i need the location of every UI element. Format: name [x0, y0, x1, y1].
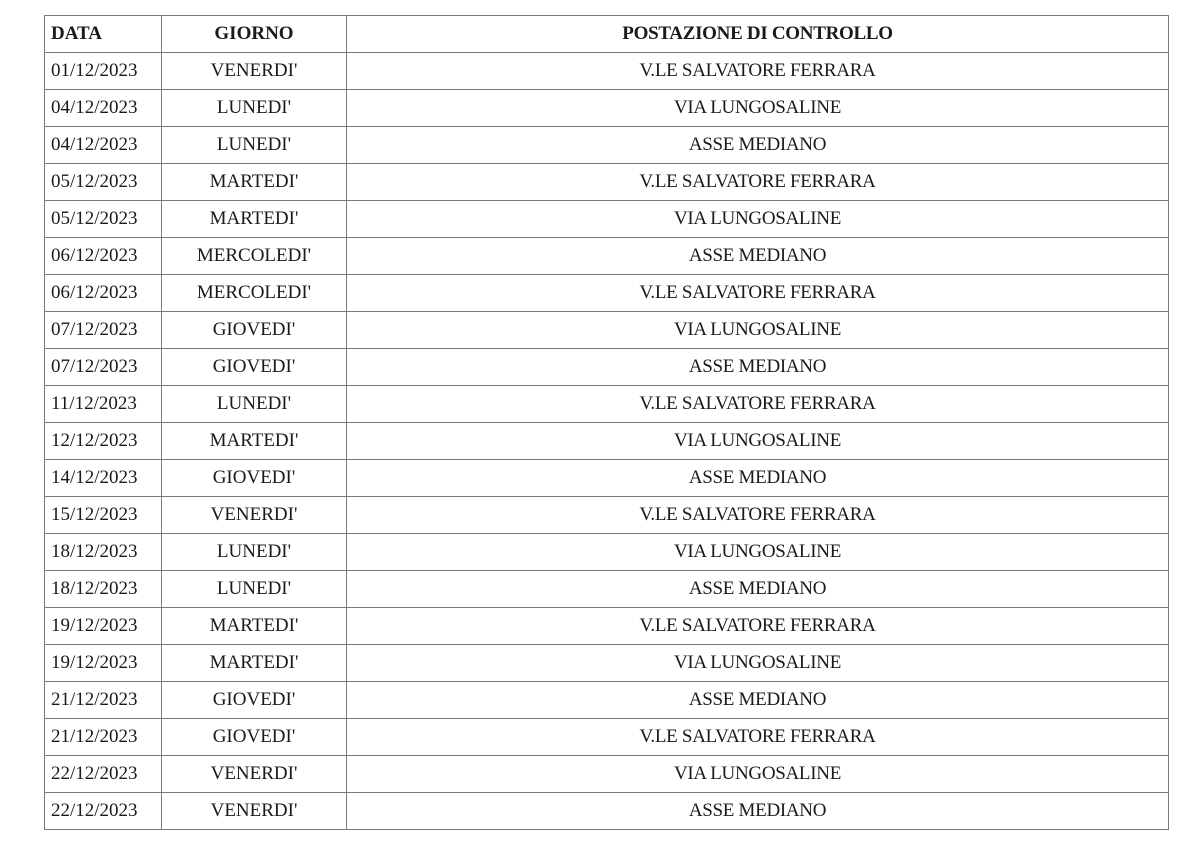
cell-postazione — [347, 571, 1169, 608]
cell-postazione — [347, 238, 1169, 275]
cell-postazione — [347, 127, 1169, 164]
cell-postazione — [347, 201, 1169, 238]
cell-postazione — [347, 275, 1169, 312]
cell-postazione — [347, 608, 1169, 645]
table-row — [45, 127, 1169, 164]
table-row — [45, 423, 1169, 460]
cell-giorno: LUNEDI' — [162, 571, 347, 608]
table-row — [45, 312, 1169, 349]
postazione-label: VIA LUNGOSALINE — [673, 208, 841, 229]
cell-data: 04/12/2023 — [45, 127, 162, 164]
cell-postazione — [347, 645, 1169, 682]
cell-postazione — [347, 793, 1169, 830]
cell-giorno: GIOVEDI' — [162, 460, 347, 497]
cell-data: 18/12/2023 — [45, 571, 162, 608]
table-row — [45, 386, 1169, 423]
cell-giorno: LUNEDI' — [162, 386, 347, 423]
cell-postazione — [347, 756, 1169, 793]
cell-data: 19/12/2023 — [45, 608, 162, 645]
postazione-label: ASSE MEDIANO — [688, 467, 827, 488]
cell-giorno: GIOVEDI' — [162, 682, 347, 719]
cell-postazione — [347, 349, 1169, 386]
postazione-label: V.LE SALVATORE FERRARA — [639, 171, 876, 192]
table-row — [45, 275, 1169, 312]
cell-data: 19/12/2023 — [45, 645, 162, 682]
cell-data: 05/12/2023 — [45, 201, 162, 238]
table-row — [45, 497, 1169, 534]
cell-data: 06/12/2023 — [45, 275, 162, 312]
table-row — [45, 645, 1169, 682]
table-row — [45, 53, 1169, 90]
cell-postazione — [347, 534, 1169, 571]
postazione-label: VIA LUNGOSALINE — [673, 97, 841, 118]
postazione-label: VIA LUNGOSALINE — [673, 541, 841, 562]
cell-giorno: VENERDI' — [162, 756, 347, 793]
cell-giorno: MARTEDI' — [162, 423, 347, 460]
postazione-label: ASSE MEDIANO — [688, 134, 827, 155]
postazione-label: VIA LUNGOSALINE — [673, 652, 841, 673]
cell-data: 01/12/2023 — [45, 53, 162, 90]
table-row — [45, 164, 1169, 201]
cell-data: 05/12/2023 — [45, 164, 162, 201]
table-row — [45, 719, 1169, 756]
cell-postazione — [347, 53, 1169, 90]
cell-giorno: VENERDI' — [162, 793, 347, 830]
postazione-label: VIA LUNGOSALINE — [673, 430, 841, 451]
cell-giorno: MARTEDI' — [162, 164, 347, 201]
postazione-label: V.LE SALVATORE FERRARA — [639, 504, 876, 525]
postazione-label: ASSE MEDIANO — [688, 578, 827, 599]
table-row — [45, 349, 1169, 386]
table-header — [45, 16, 1169, 53]
postazione-label: V.LE SALVATORE FERRARA — [639, 393, 876, 414]
table-row — [45, 460, 1169, 497]
cell-postazione — [347, 90, 1169, 127]
cell-giorno: GIOVEDI' — [162, 719, 347, 756]
cell-data: 15/12/2023 — [45, 497, 162, 534]
table-row — [45, 571, 1169, 608]
table-row — [45, 793, 1169, 830]
cell-data: 22/12/2023 — [45, 756, 162, 793]
postazione-label: ASSE MEDIANO — [688, 245, 827, 266]
cell-data: 06/12/2023 — [45, 238, 162, 275]
cell-data: 07/12/2023 — [45, 349, 162, 386]
table-row — [45, 201, 1169, 238]
header-postazione-label: POSTAZIONE DI CONTROLLO — [622, 23, 893, 44]
cell-postazione — [347, 682, 1169, 719]
cell-giorno: VENERDI' — [162, 53, 347, 90]
cell-postazione — [347, 460, 1169, 497]
postazione-label: ASSE MEDIANO — [688, 689, 827, 710]
cell-postazione — [347, 423, 1169, 460]
table-row — [45, 682, 1169, 719]
cell-giorno: LUNEDI' — [162, 127, 347, 164]
postazione-label: V.LE SALVATORE FERRARA — [639, 282, 876, 303]
cell-giorno: MERCOLEDI' — [162, 275, 347, 312]
table-row — [45, 756, 1169, 793]
cell-giorno: LUNEDI' — [162, 534, 347, 571]
cell-data: 21/12/2023 — [45, 719, 162, 756]
cell-giorno: MARTEDI' — [162, 645, 347, 682]
cell-giorno: GIOVEDI' — [162, 312, 347, 349]
cell-giorno: MERCOLEDI' — [162, 238, 347, 275]
cell-postazione — [347, 312, 1169, 349]
cell-data: 07/12/2023 — [45, 312, 162, 349]
header-data: DATA — [45, 16, 162, 53]
cell-data: 22/12/2023 — [45, 793, 162, 830]
cell-data: 04/12/2023 — [45, 90, 162, 127]
table-row — [45, 534, 1169, 571]
cell-postazione — [347, 497, 1169, 534]
table-row — [45, 608, 1169, 645]
cell-data: 12/12/2023 — [45, 423, 162, 460]
cell-giorno: VENERDI' — [162, 497, 347, 534]
cell-postazione — [347, 719, 1169, 756]
cell-data: 11/12/2023 — [45, 386, 162, 423]
cell-giorno: MARTEDI' — [162, 201, 347, 238]
cell-data: 18/12/2023 — [45, 534, 162, 571]
table-row — [45, 238, 1169, 275]
postazione-label: VIA LUNGOSALINE — [673, 319, 841, 340]
cell-data: 21/12/2023 — [45, 682, 162, 719]
table-body — [45, 53, 1169, 830]
header-postazione — [347, 16, 1169, 53]
postazione-label: ASSE MEDIANO — [688, 356, 827, 377]
header-row — [45, 16, 1169, 53]
postazione-label: ASSE MEDIANO — [688, 800, 827, 821]
control-schedule-table — [44, 15, 1169, 830]
header-giorno: GIORNO — [162, 16, 347, 53]
postazione-label: VIA LUNGOSALINE — [673, 763, 841, 784]
cell-giorno: LUNEDI' — [162, 90, 347, 127]
table-row — [45, 90, 1169, 127]
postazione-label: V.LE SALVATORE FERRARA — [639, 726, 876, 747]
cell-giorno: GIOVEDI' — [162, 349, 347, 386]
cell-postazione — [347, 386, 1169, 423]
postazione-label: V.LE SALVATORE FERRARA — [639, 60, 876, 81]
postazione-label: V.LE SALVATORE FERRARA — [639, 615, 876, 636]
cell-data: 14/12/2023 — [45, 460, 162, 497]
cell-giorno: MARTEDI' — [162, 608, 347, 645]
cell-postazione — [347, 164, 1169, 201]
